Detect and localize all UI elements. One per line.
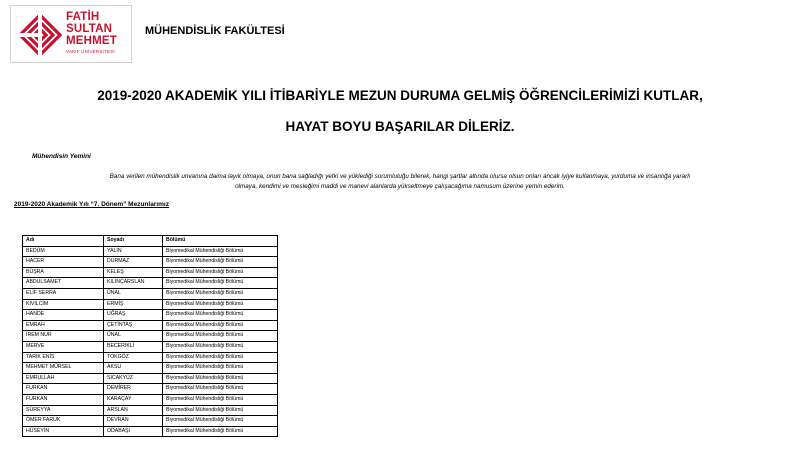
cell-department: Biyomedikal Mühendisliği Bölümü [163,341,278,352]
cell-name: FURKAN [23,394,104,405]
cell-department: Biyomedikal Mühendisliği Bölümü [163,394,278,405]
cell-department: Biyomedikal Mühendisliği Bölümü [163,267,278,278]
table-row [23,341,278,352]
table-row [23,331,278,342]
cell-department: Biyomedikal Mühendisliği Bölümü [163,257,278,268]
cell-surname: KELEŞ [104,267,163,278]
cell-surname: DURMAZ [104,257,163,268]
table-header-row [23,236,278,247]
cell-name: İREM NUR [23,331,104,342]
column-header-surname: Soyadı [104,236,163,247]
cell-department: Biyomedikal Mühendisliği Bölümü [163,246,278,257]
cell-surname: AKSU [104,363,163,374]
cell-name: BEDÜM [23,246,104,257]
cell-surname: ERMİŞ [104,299,163,310]
cell-surname: ÜNAL [104,331,163,342]
table-row [23,405,278,416]
graduates-table [22,235,278,437]
table-row [23,267,278,278]
graduates-table-body [23,246,278,437]
faculty-title: MÜHENDİSLİK FAKÜLTESİ [145,25,285,37]
cell-surname: SICAKYÜZ [104,373,163,384]
cell-department: Biyomedikal Mühendisliği Bölümü [163,331,278,342]
logo-wordmark: FATİH SULTAN MEHMET [66,11,118,47]
congratulations-subheadline: HAYAT BOYU BAŞARILAR DİLERİZ. [285,119,515,134]
cell-name: BÜŞRA [23,267,104,278]
cell-department: Biyomedikal Mühendisliği Bölümü [163,299,278,310]
cell-name: SÜREYYA [23,405,104,416]
cell-name: FURKAN [23,384,104,395]
cell-department: Biyomedikal Mühendisliği Bölümü [163,373,278,384]
table-row [23,426,278,437]
table-row [23,310,278,321]
cell-department: Biyomedikal Mühendisliği Bölümü [163,278,278,289]
table-row [23,288,278,299]
university-logo-icon [17,12,63,58]
table-row [23,394,278,405]
cell-surname: KILINÇARSLAN [104,278,163,289]
cell-name: MEHMET MÜRSEL [23,363,104,374]
cell-name: KIVILCIM [23,299,104,310]
cell-surname: DEVRAN [104,416,163,427]
cell-name: HÜSEYİN [23,426,104,437]
table-row [23,416,278,427]
oath-text [20,172,780,191]
cell-name: ÖMER FARUK [23,416,104,427]
column-header-name: Adı [23,236,104,247]
column-header-department: Bölümü [163,236,278,247]
table-row [23,320,278,331]
cell-name: ELİF SERRA [23,288,104,299]
cell-name: HANDE [23,310,104,321]
table-row [23,246,278,257]
table-row [23,373,278,384]
university-logo [10,5,132,63]
cell-department: Biyomedikal Mühendisliği Bölümü [163,310,278,321]
cell-department: Biyomedikal Mühendisliği Bölümü [163,288,278,299]
cell-surname: ODABAŞI [104,426,163,437]
cell-surname: DEMİRER [104,384,163,395]
cell-surname: BECERİKLİ [104,341,163,352]
cell-department: Biyomedikal Mühendisliği Bölümü [163,320,278,331]
cell-name: HACER [23,257,104,268]
cell-name: ABDULSAMET [23,278,104,289]
oath-line: Bana verilen mühendislik unvanına daima layık olmaya, onun bana sağladığı yetki ve yüklediği sorumluluğu bilerek, hangi şartlar altında olursa olsun onları ancak iyiye kullanmaya, yurduma ve insanlığa yararlı [109,173,691,180]
table-row [23,257,278,268]
graduates-section-title: 2019-2020 Akademik Yılı “7. Dönem” Mezunlarımız [14,201,169,208]
cell-department: Biyomedikal Mühendisliği Bölümü [163,363,278,374]
table-row [23,363,278,374]
table-row [23,384,278,395]
table-row [23,278,278,289]
cell-department: Biyomedikal Mühendisliği Bölümü [163,426,278,437]
cell-name: EMRAH [23,320,104,331]
cell-surname: ARSLAN [104,405,163,416]
cell-department: Biyomedikal Mühendisliği Bölümü [163,416,278,427]
table-row [23,352,278,363]
cell-name: MERVE [23,341,104,352]
cell-surname: YALIN [104,246,163,257]
oath-line: olmaya, kendimi ve mesleğimi maddi ve manevi alanlarda yükseltmeye çalışacağıma namusum üzerine yemin ederim. [235,182,565,190]
cell-department: Biyomedikal Mühendisliği Bölümü [163,352,278,363]
table-row [23,299,278,310]
cell-surname: TOKGÖZ [104,352,163,363]
cell-surname: UĞRAŞ [104,310,163,321]
cell-surname: ÜNAL [104,288,163,299]
cell-surname: ÇETİNTAŞ [104,320,163,331]
cell-department: Biyomedikal Mühendisliği Bölümü [163,405,278,416]
cell-name: EMRULLAH [23,373,104,384]
cell-department: Biyomedikal Mühendisliği Bölümü [163,384,278,395]
cell-surname: KARAÇAY [104,394,163,405]
cell-name: TARIK ENİS [23,352,104,363]
oath-title: Mühendisin Yemini [32,153,91,160]
congratulations-headline: 2019-2020 AKADEMİK YILI İTİBARİYLE MEZUN DURUMA GELMİŞ ÖĞRENCİLERİMİZİ KUTLAR, [97,88,703,103]
logo-subtitle: VAKIF ÜNİVERSİTESİ [66,49,115,54]
